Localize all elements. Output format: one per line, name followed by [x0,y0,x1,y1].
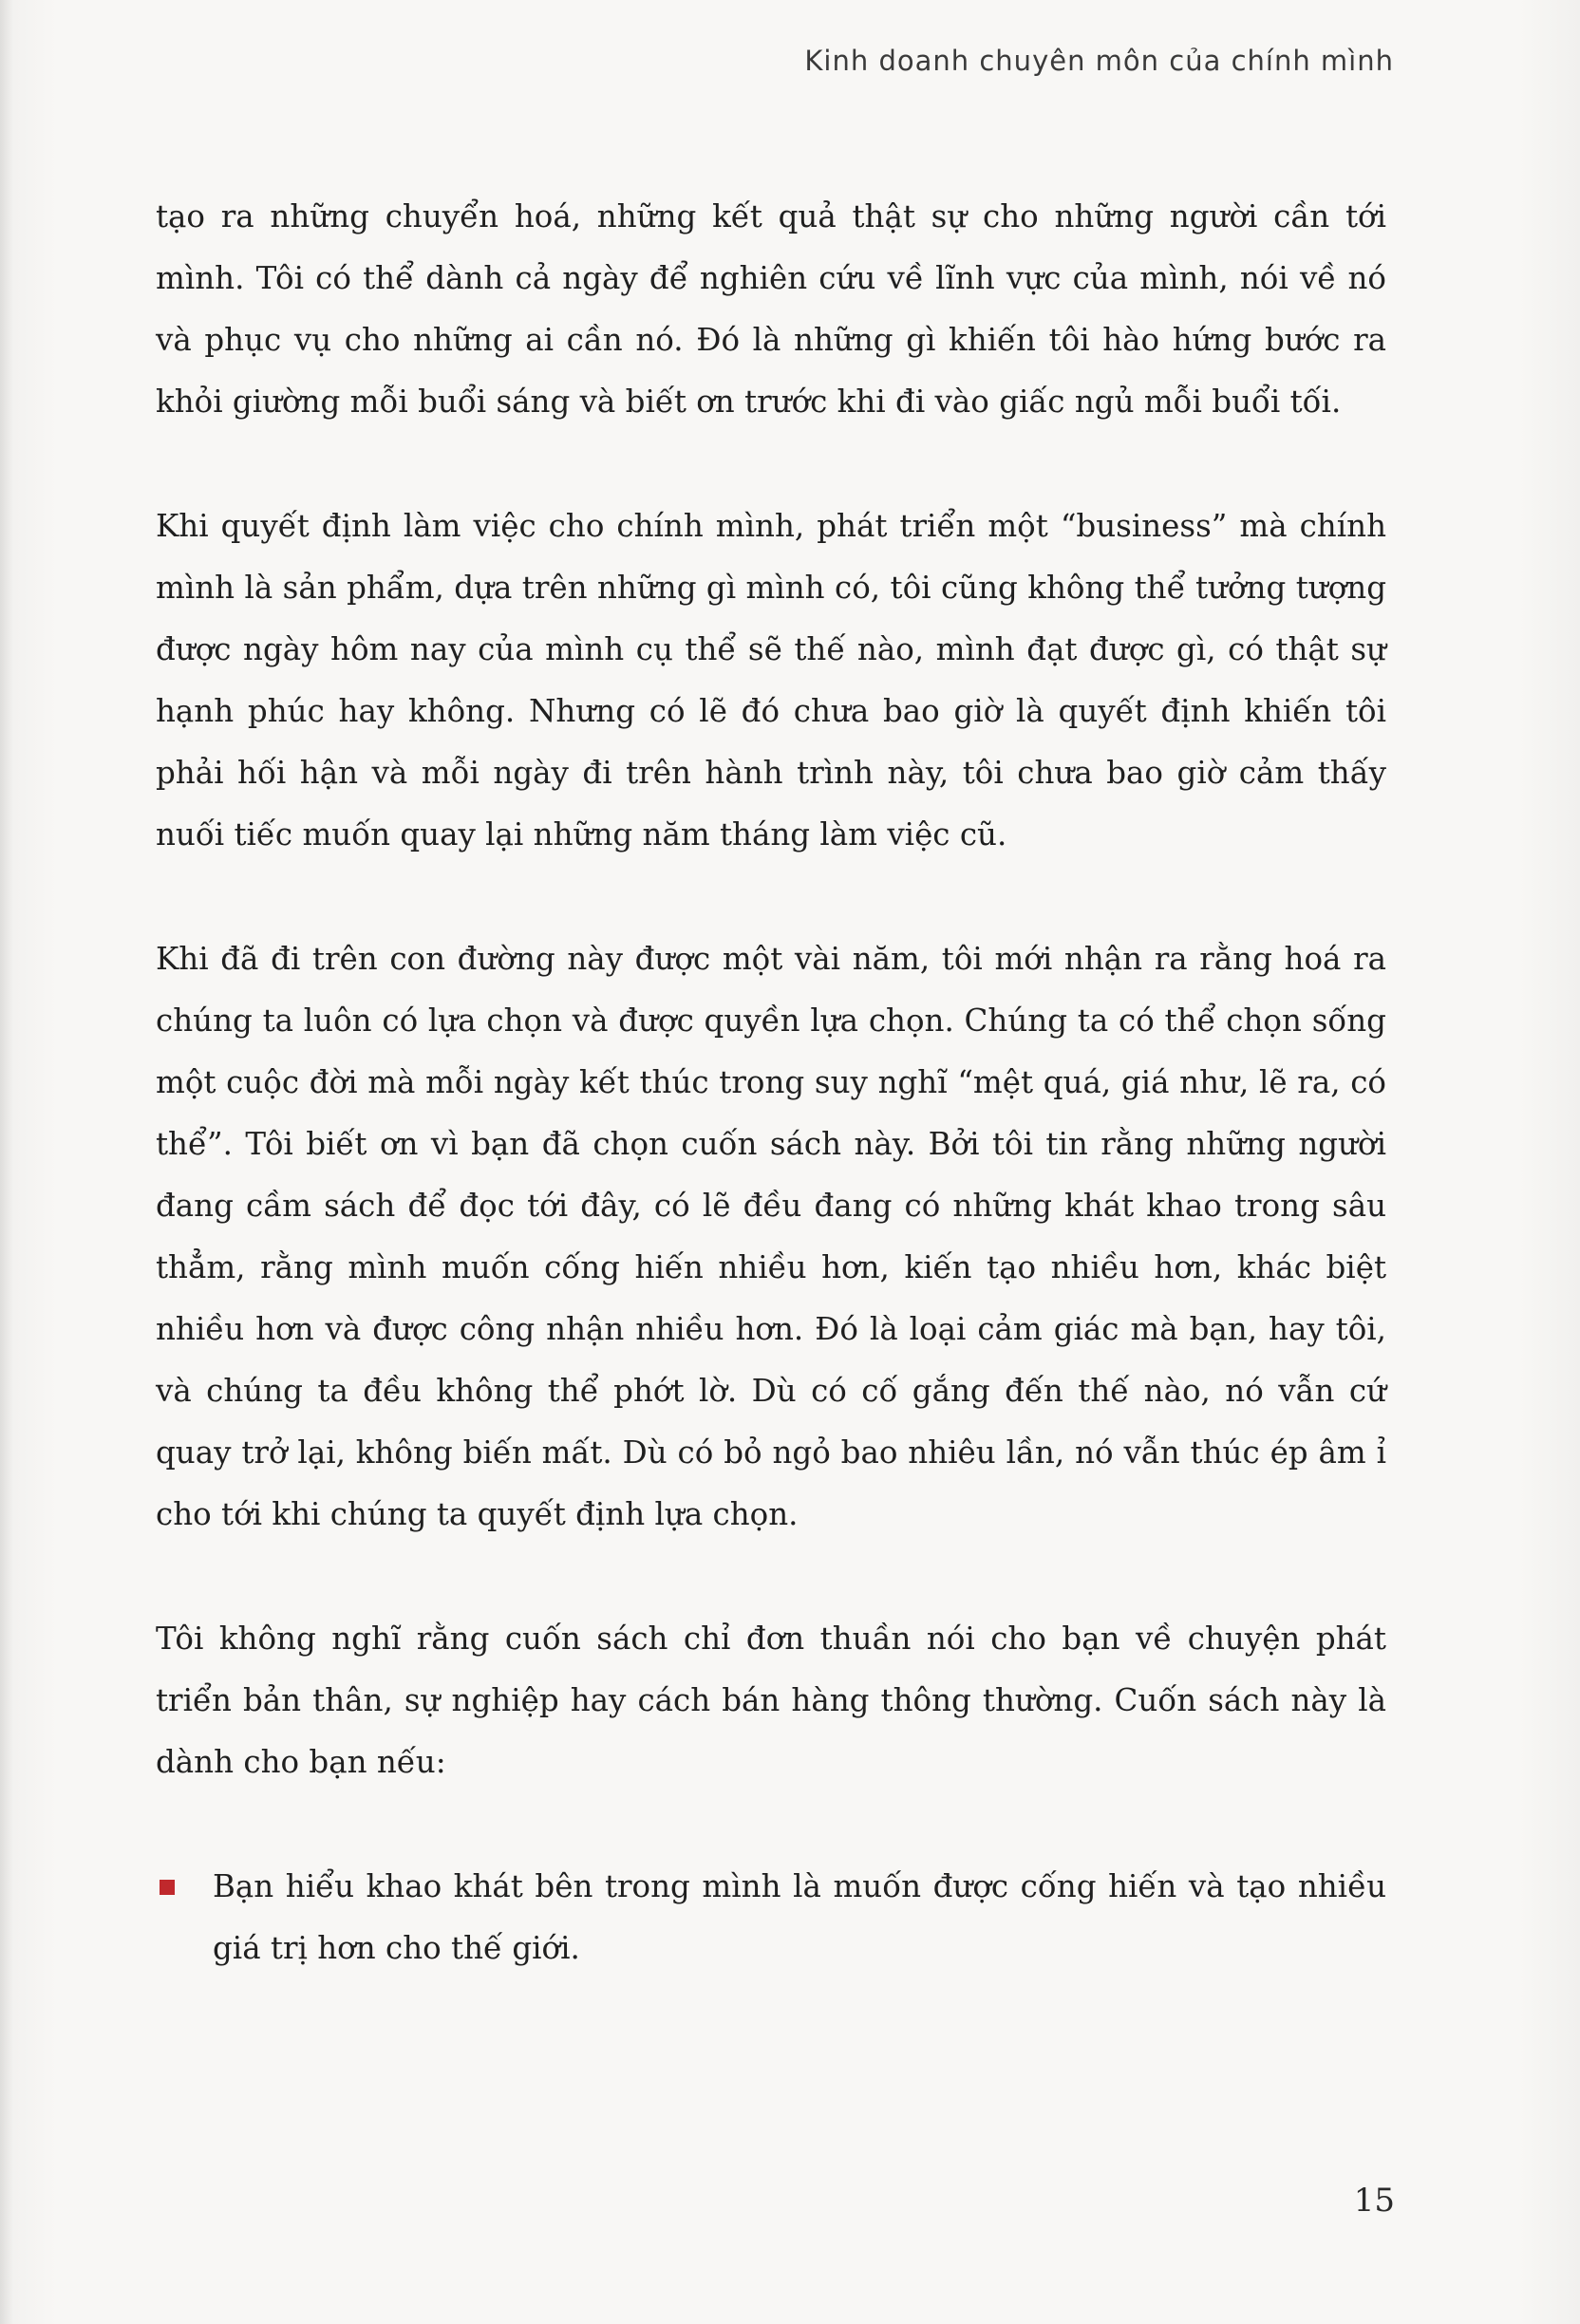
running-header: Kinh doanh chuyên môn của chính mình [804,45,1394,77]
paragraph-4: Tôi không nghĩ rằng cuốn sách chỉ đơn thuần nói cho bạn về chuyện phát triển bản thân, sự nghiệp hay cách bán hàng thông thường. Cuốn sách này là dành cho bạn nếu: [156,1621,1386,1780]
paragraph-3: Khi đã đi trên con đường này được một vài năm, tôi mới nhận ra rằng hoá ra chúng ta luôn có lựa chọn và được quyền lựa chọn. Chúng ta có thể chọn sống một cuộc đời mà mỗi ngày kết thúc trong suy nghĩ “mệt quá, giá như, lẽ ra, có thể”. Tôi biết ơn vì bạn đã chọn cuốn sách này. Bởi tôi tin rằng những người đang cầm sách để đọc tới đây, có lẽ đều đang có những khát khao trong sâu thẳm, rằng mình muốn cống hiến nhiều hơn, kiến tạo nhiều hơn, khác biệt nhiều hơn và được công nhận nhiều hơn. Đó là loại cảm giác mà bạn, hay tôi, và chúng ta đều không thể phớt lờ. Dù có cố gắng đến thế nào, nó vẫn cứ quay trở lại, không biến mất. Dù có bỏ ngỏ bao nhiêu lần, nó vẫn thúc ép âm ỉ cho tới khi chúng ta quyết định lựa chọn. [156,941,1386,1532]
page-body [156,186,1386,1979]
paragraph-2: Khi quyết định làm việc cho chính mình, phát triển một “business” mà chính mình là sản phẩm, dựa trên những gì mình có, tôi cũng không thể tưởng tượng được ngày hôm nay của mình cụ thể sẽ thế nào, mình đạt được gì, có thật sự hạnh phúc hay không. Nhưng có lẽ đó chưa bao giờ là quyết định khiến tôi phải hối hận và mỗi ngày đi trên hành trình này, tôi chưa bao giờ cảm thấy nuối tiếc muốn quay lại những năm tháng làm việc cũ. [156,508,1386,853]
bullet-item [156,1856,1386,1979]
square-bullet-icon [160,1880,175,1895]
page-number: 15 [1353,2182,1395,2220]
bullet-text: Bạn hiểu khao khát bên trong mình là muốn được cống hiến và tạo nhiều giá trị hơn cho thế giới. [213,1868,1386,1966]
paragraph-1: tạo ra những chuyển hoá, những kết quả thật sự cho những người cần tới mình. Tôi có thể dành cả ngày để nghiên cứu về lĩnh vực của mình, nói về nó và phục vụ cho những ai cần nó. Đó là những gì khiến tôi hào hứng bước ra khỏi giường mỗi buổi sáng và biết ơn trước khi đi vào giấc ngủ mỗi buổi tối. [156,198,1386,420]
